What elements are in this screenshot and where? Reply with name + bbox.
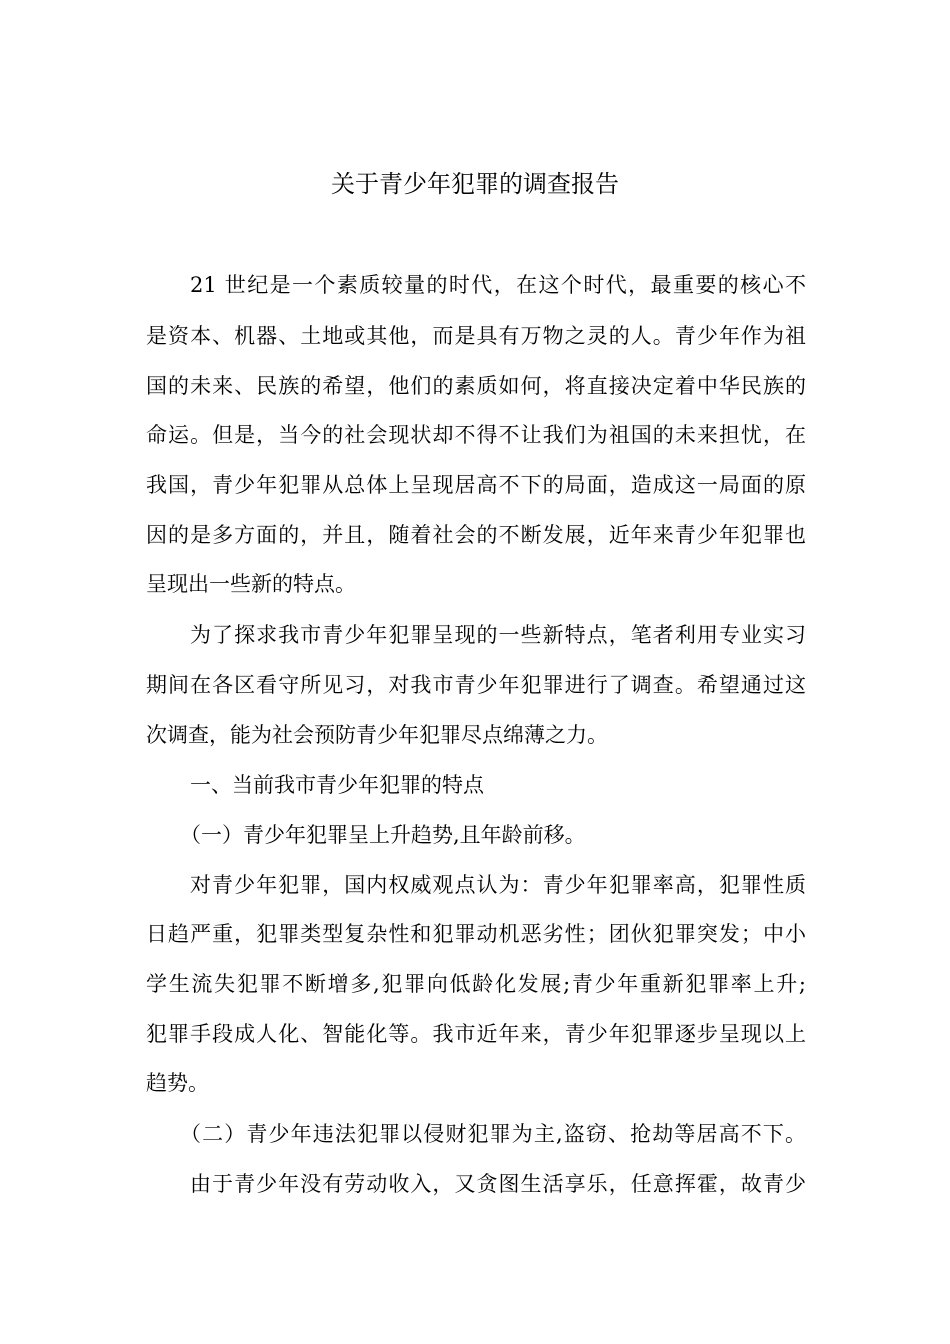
paragraph-line: 我国，青少年犯罪从总体上呈现居高不下的局面，造成这一局面的原: [146, 473, 806, 497]
paragraph-line: 由于青少年没有劳动收入，又贪图生活享乐，任意挥霍，故青少: [190, 1172, 806, 1196]
section-heading: 一、当前我市青少年犯罪的特点: [190, 773, 484, 797]
paragraph-line: 为了探求我市青少年犯罪呈现的一些新特点，笔者利用专业实习: [190, 623, 806, 647]
paragraph-line: 因的是多方面的，并且，随着社会的不断发展，近年来青少年犯罪也: [146, 523, 806, 547]
paragraph-line: 是资本、机器、土地或其他，而是具有万物之灵的人。青少年作为祖: [146, 324, 806, 348]
subsection-heading: （二）青少年违法犯罪以侵财犯罪为主,盗窃、抢劫等居高不下。: [180, 1122, 806, 1146]
paragraph-line: 学生流失犯罪不断增多,犯罪向低龄化发展;青少年重新犯罪率上升;: [146, 972, 806, 996]
paragraph-line: 日趋严重，犯罪类型复杂性和犯罪动机恶劣性；团伙犯罪突发；中小: [146, 922, 806, 946]
paragraph-line: 国的未来、民族的希望，他们的素质如何，将直接决定着中华民族的: [146, 374, 806, 398]
paragraph-line: 对青少年犯罪，国内权威观点认为：青少年犯罪率高，犯罪性质: [190, 873, 806, 897]
paragraph-line: 趋势。: [146, 1071, 209, 1095]
paragraph-line: 次调查，能为社会预防青少年犯罪尽点绵薄之力。: [146, 723, 608, 747]
subsection-heading: （一）青少年犯罪呈上升趋势,且年龄前移。: [180, 823, 586, 847]
paragraph-line: 21 世纪是一个素质较量的时代，在这个时代，最重要的核心不: [190, 273, 806, 297]
paragraph-line: 命运。但是，当今的社会现状却不得不让我们为祖国的未来担忧，在: [146, 423, 806, 447]
paragraph-line: 期间在各区看守所见习，对我市青少年犯罪进行了调查。希望通过这: [146, 673, 806, 697]
document-title: 关于青少年犯罪的调查报告: [331, 170, 619, 198]
paragraph-line: 犯罪手段成人化、智能化等。我市近年来，青少年犯罪逐步呈现以上: [146, 1022, 806, 1046]
paragraph-line: 呈现出一些新的特点。: [146, 572, 356, 596]
